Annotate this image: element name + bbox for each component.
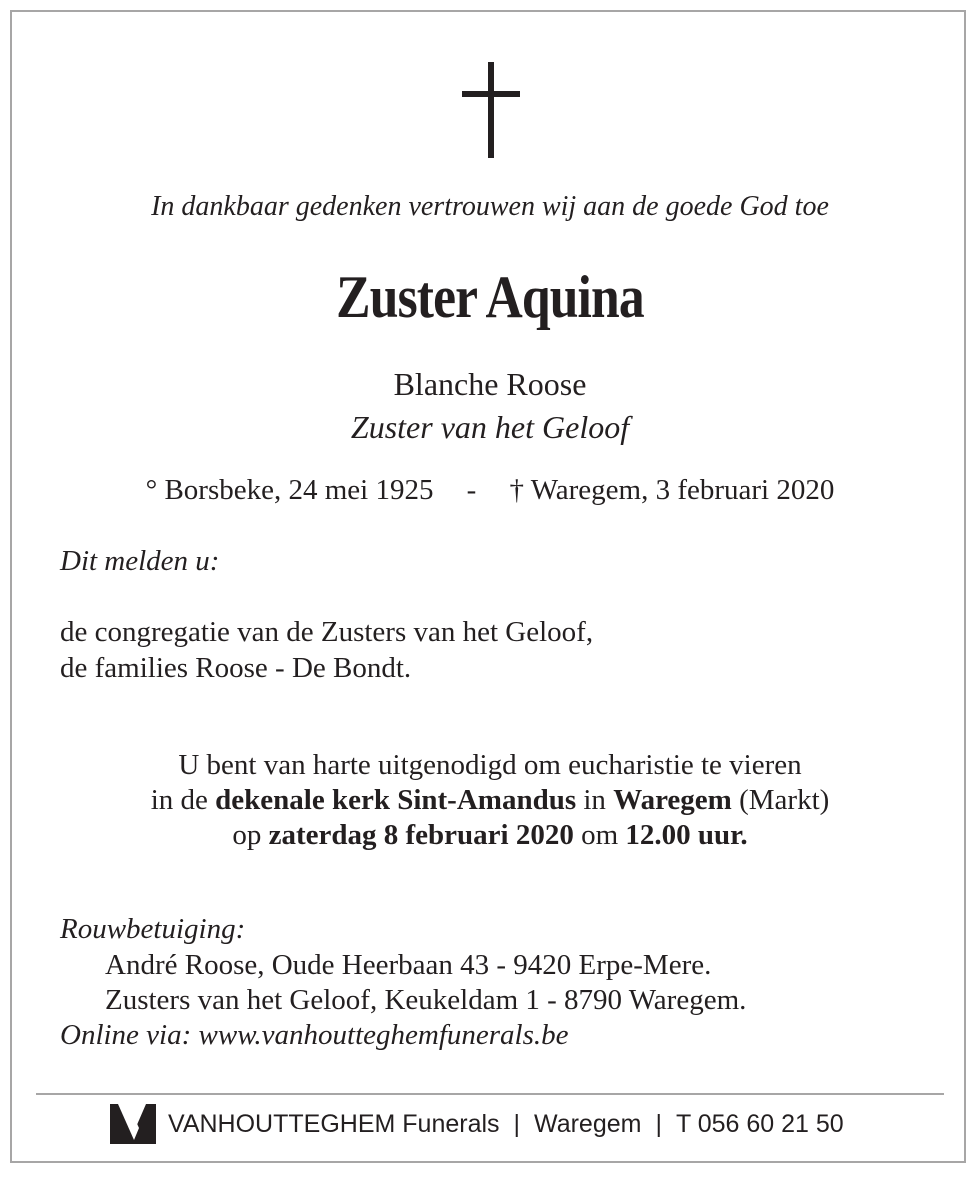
birth-name: Blanche Roose [393,366,587,402]
footer-divider [36,1093,944,1095]
intro-line: In dankbaar gedenken vertrouwen wij aan de goede God toe [151,191,829,222]
deceased-name: Zuster Aquina [336,264,644,330]
family-line: de families Roose - De Bondt. [60,652,412,684]
invitation-line-2: in de dekenale kerk Sint-Amandus in Waregem (Markt) [150,784,830,816]
city-name: Waregem [613,784,732,816]
birth-date: ° Borsbeke, 24 mei 1925 [145,474,434,506]
congregation-title: Zuster van het Geloof [350,409,630,445]
death-date: † Waregem, 3 februari 2020 [509,474,835,506]
footer-separator: | [513,1109,521,1138]
family-line: de congregatie van de Zusters van het Geloof, [60,616,594,648]
cross-icon [462,62,520,158]
footer [110,1104,844,1144]
service-time: 12.00 uur. [625,819,748,851]
announcement-label: Dit melden u: [60,545,220,577]
footer-city: Waregem [534,1109,642,1138]
service-date: zaterdag 8 februari 2020 [268,819,574,851]
invitation-line-1: U bent van harte uitgenodigd om eucharistie te vieren [178,749,802,781]
footer-phone: T 056 60 21 50 [675,1109,844,1138]
company-name: VANHOUTTEGHEM Funerals [168,1109,500,1138]
condolence-address: André Roose, Oude Heerbaan 43 - 9420 Erpe-Mere. [105,949,712,981]
invitation-line-3: op zaterdag 8 februari 2020 om 12.00 uur. [232,819,748,851]
footer-separator: | [655,1109,662,1138]
condolences-label: Rouwbetuiging: [60,913,246,945]
church-name: dekenale kerk Sint-Amandus [215,784,577,816]
life-dates [0,474,980,507]
date-separator: - [466,474,477,506]
online-condolence-link[interactable]: Online via: www.vanhoutteghemfunerals.be [60,1019,569,1051]
condolence-address: Zusters van het Geloof, Keukeldam 1 - 8790 Waregem. [105,984,747,1016]
v-logo-icon [110,1104,156,1144]
